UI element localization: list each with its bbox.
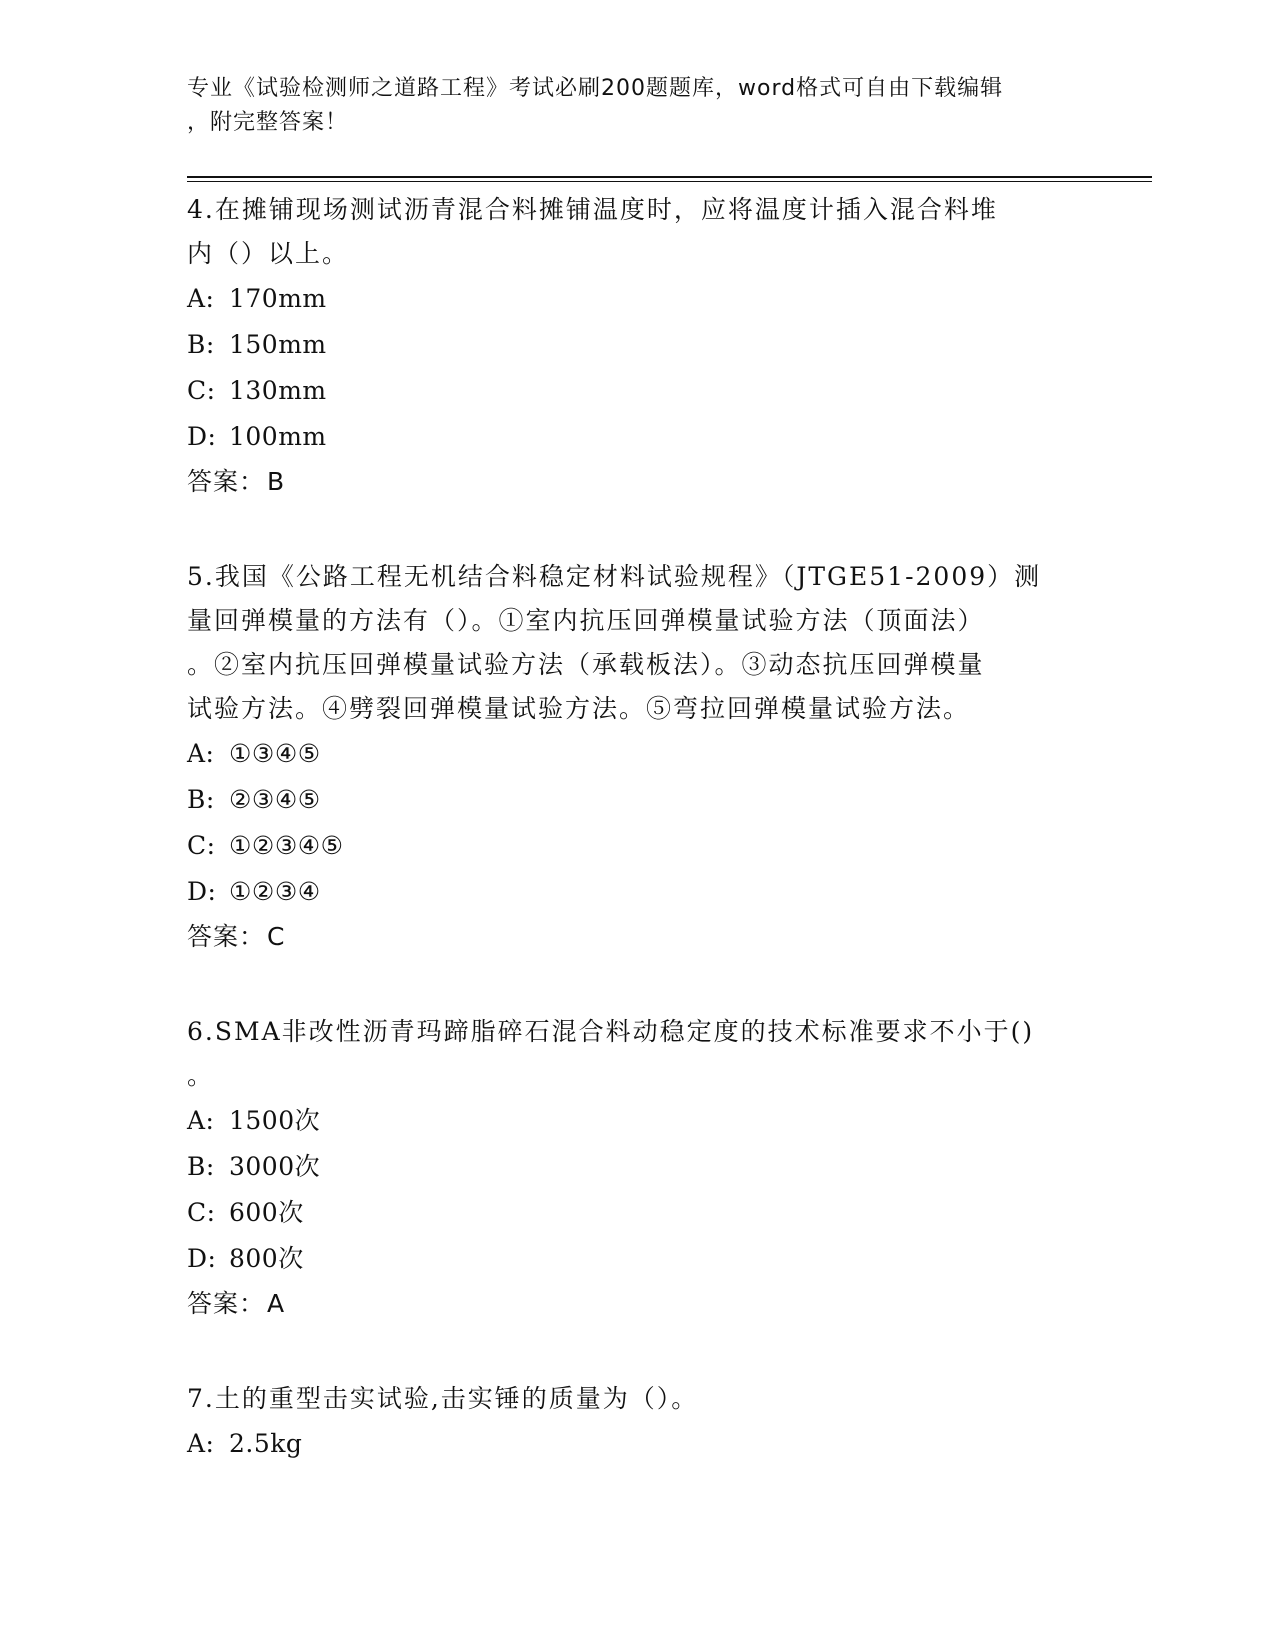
answer-line xyxy=(187,915,1087,959)
answer-label: 答案： xyxy=(187,467,266,496)
answer-value: B xyxy=(267,467,286,496)
option-letter: D: xyxy=(187,877,217,906)
option-b xyxy=(187,322,1087,368)
option-b xyxy=(187,1144,1087,1190)
header-divider-thick xyxy=(187,176,1152,178)
option-letter: A: xyxy=(187,284,215,313)
option-letter: A: xyxy=(187,1429,215,1458)
question-stem: 4.在摊铺现场测试沥青混合料摊铺温度时，应将温度计插入混合料堆 内（）以上。 xyxy=(187,195,998,268)
option-b xyxy=(187,777,1087,823)
option-a xyxy=(187,276,1087,322)
question-6 xyxy=(187,1010,1087,1326)
option-c xyxy=(187,368,1087,414)
option-d xyxy=(187,1236,1087,1282)
answer-line xyxy=(187,460,1087,504)
option-text: 170mm xyxy=(229,284,327,313)
question-list xyxy=(187,188,1087,1518)
option-text: 600次 xyxy=(229,1198,304,1227)
option-text: 2.5kg xyxy=(229,1429,303,1458)
header-divider-thin xyxy=(187,181,1152,182)
answer-label: 答案： xyxy=(187,1289,266,1318)
option-d xyxy=(187,869,1087,915)
option-letter: B: xyxy=(187,1152,215,1181)
answer-value: A xyxy=(267,1289,286,1318)
option-a xyxy=(187,1098,1087,1144)
question-stem: 7.土的重型击实试验,击实锤的质量为（）。 xyxy=(187,1384,699,1413)
option-text: 150mm xyxy=(229,330,327,359)
question-4 xyxy=(187,188,1087,504)
option-letter: A: xyxy=(187,1106,215,1135)
option-letter: A: xyxy=(187,739,215,768)
answer-line xyxy=(187,1282,1087,1326)
option-letter: C: xyxy=(187,831,216,860)
document-header: 专业《试验检测师之道路工程》考试必刷200题题库，word格式可自由下载编辑 ，附完整答案！ xyxy=(187,76,1004,135)
question-stem: 6.SMA非改性沥青玛蹄脂碎石混合料动稳定度的技术标准要求不小于() 。 xyxy=(187,1017,1035,1090)
option-a xyxy=(187,1421,1087,1467)
option-letter: D: xyxy=(187,1244,217,1273)
option-text: 130mm xyxy=(229,376,327,405)
option-letter: C: xyxy=(187,376,216,405)
option-text: 1500次 xyxy=(229,1106,321,1135)
option-text: ①③④⑤ xyxy=(229,739,321,768)
option-text: ②③④⑤ xyxy=(229,785,321,814)
option-letter: B: xyxy=(187,785,215,814)
option-text: 800次 xyxy=(229,1244,304,1273)
option-text: ①②③④ xyxy=(229,877,321,906)
question-5 xyxy=(187,555,1087,959)
option-text: 100mm xyxy=(229,422,327,451)
option-letter: C: xyxy=(187,1198,216,1227)
answer-label: 答案： xyxy=(187,922,266,951)
question-7 xyxy=(187,1377,1087,1467)
option-d xyxy=(187,414,1087,460)
option-letter: B: xyxy=(187,330,215,359)
option-text: 3000次 xyxy=(229,1152,321,1181)
option-a xyxy=(187,731,1087,777)
option-c xyxy=(187,1190,1087,1236)
answer-value: C xyxy=(267,922,286,951)
option-letter: D: xyxy=(187,422,217,451)
question-stem: 5.我国《公路工程无机结合料稳定材料试验规程》（JTGE51-2009）测 量回弹模量的方法有（）。①室内抗压回弹模量试验方法（顶面法） 。②室内抗压回弹模量试验方法（承载板法）。③动态抗压回弹模量 试验方法。④劈裂回弹模量试验方法。⑤弯拉回弹模量试验方法。 xyxy=(187,562,1042,723)
option-c xyxy=(187,823,1087,869)
option-text: ①②③④⑤ xyxy=(229,831,344,860)
